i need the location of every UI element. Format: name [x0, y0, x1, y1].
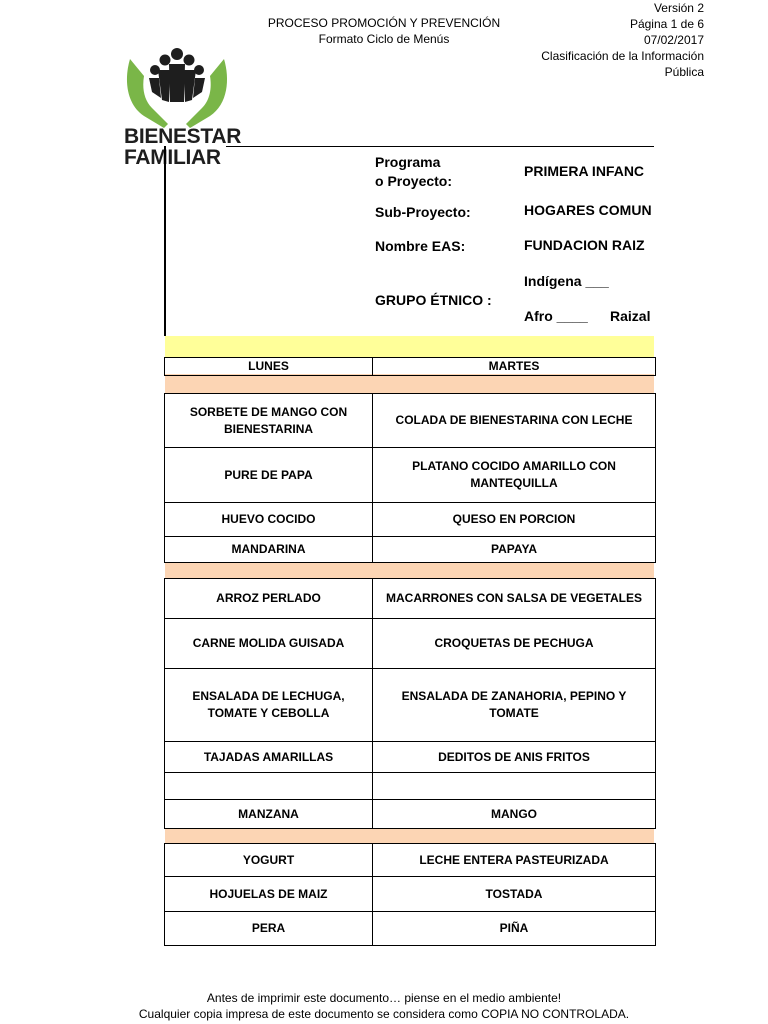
table-row — [165, 877, 656, 912]
format-title: Formato Ciclo de Menús — [318, 32, 450, 46]
menu-cell: QUESO EN PORCION — [373, 503, 656, 537]
menu-cell: CROQUETAS DE PECHUGA — [373, 619, 656, 669]
day-header-lunes: LUNES — [165, 358, 373, 376]
logo-wordmark — [124, 126, 241, 168]
menu-cell: PERA — [165, 912, 373, 946]
info-left-border — [164, 146, 166, 336]
menu-cell: HOJUELAS DE MAIZ — [165, 877, 373, 912]
footer-line-1: Antes de imprimir este documento… piense en el medio ambiente! — [206, 991, 562, 1005]
menu-cell: PIÑA — [373, 912, 656, 946]
table-row — [165, 800, 656, 829]
days-header-table — [164, 357, 656, 376]
table-row — [165, 448, 656, 503]
classification-label: Clasificación de la Información — [541, 49, 704, 63]
title-band — [165, 336, 654, 357]
document-header — [240, 15, 528, 47]
table-row — [165, 394, 656, 448]
meal-band-3 — [165, 828, 654, 843]
version-text: Versión 2 — [653, 1, 704, 15]
menu-cell: PAPAYA — [373, 537, 656, 563]
menu-cell: PURE DE PAPA — [165, 448, 373, 503]
page-number: Página 1 de 6 — [629, 17, 704, 31]
header-rule — [226, 146, 654, 147]
menu-cell: MACARRONES CON SALSA DE VEGETALES — [373, 579, 656, 619]
menu-cell: LECHE ENTERA PASTEURIZADA — [373, 844, 656, 877]
menu-cell: ENSALADA DE ZANAHORIA, PEPINO Y TOMATE — [373, 669, 656, 742]
table-row — [165, 619, 656, 669]
menu-cell — [165, 773, 373, 800]
menu-cell: ENSALADA DE LECHUGA, TOMATE Y CEBOLLA — [165, 669, 373, 742]
menu-cell: DEDITOS DE ANIS FRITOS — [373, 742, 656, 773]
program-label-line-2: o Proyecto: — [375, 173, 453, 189]
eas-label: Nombre EAS: — [375, 238, 466, 254]
table-row — [165, 912, 656, 946]
table-row — [165, 537, 656, 563]
eas-value: FUNDACION RAIZ — [524, 237, 645, 253]
menu-block-2 — [164, 578, 656, 829]
table-row — [165, 742, 656, 773]
document-date: 07/02/2017 — [643, 33, 704, 47]
menu-cell — [373, 773, 656, 800]
meal-band-2 — [165, 562, 654, 578]
table-row — [165, 503, 656, 537]
menu-cell: COLADA DE BIENESTARINA CON LECHE — [373, 394, 656, 448]
menu-cell: TOSTADA — [373, 877, 656, 912]
table-row — [165, 579, 656, 619]
logo-line-2: FAMILIAR — [124, 146, 221, 169]
program-label-line-1: Programa — [375, 154, 441, 170]
footer-line-2: Cualquier copia impresa de este documento se considera como COPIA NO CONTROLADA. — [138, 1007, 630, 1021]
table-row — [165, 669, 656, 742]
document-metadata — [541, 0, 704, 80]
subproject-value: HOGARES COMUN — [524, 202, 652, 218]
menu-cell: SORBETE DE MANGO CON BIENESTARINA — [165, 394, 373, 448]
menu-cell: MANZANA — [165, 800, 373, 829]
classification-value: Pública — [664, 65, 704, 79]
program-value: PRIMERA INFANC — [524, 163, 645, 179]
process-title: PROCESO PROMOCIÓN Y PREVENCIÓN — [267, 16, 501, 30]
logo-line-1: BIENESTAR — [124, 125, 242, 148]
menu-cell: YOGURT — [165, 844, 373, 877]
ethnic-option-indigena: Indígena ___ — [524, 273, 609, 289]
table-row — [165, 773, 656, 800]
menu-cell: TAJADAS AMARILLAS — [165, 742, 373, 773]
menu-cell: MANGO — [373, 800, 656, 829]
menu-cell: PLATANO COCIDO AMARILLO CON MANTEQUILLA — [373, 448, 656, 503]
meal-band-1 — [165, 374, 654, 393]
document-footer — [0, 990, 768, 1022]
table-row — [165, 844, 656, 877]
menu-cell: CARNE MOLIDA GUISADA — [165, 619, 373, 669]
program-label — [375, 153, 452, 191]
ethnic-option-raizal: Raizal — [610, 308, 651, 324]
menu-block-3 — [164, 843, 656, 946]
ethnic-option-afro: Afro ____ — [524, 308, 588, 324]
menu-cell: HUEVO COCIDO — [165, 503, 373, 537]
menu-block-1 — [164, 393, 656, 563]
ethnic-group-label: GRUPO ÉTNICO : — [375, 292, 492, 308]
menu-cell: MANDARINA — [165, 537, 373, 563]
day-header-martes: MARTES — [373, 358, 656, 376]
subproject-label: Sub-Proyecto: — [375, 204, 471, 220]
menu-cell: ARROZ PERLADO — [165, 579, 373, 619]
